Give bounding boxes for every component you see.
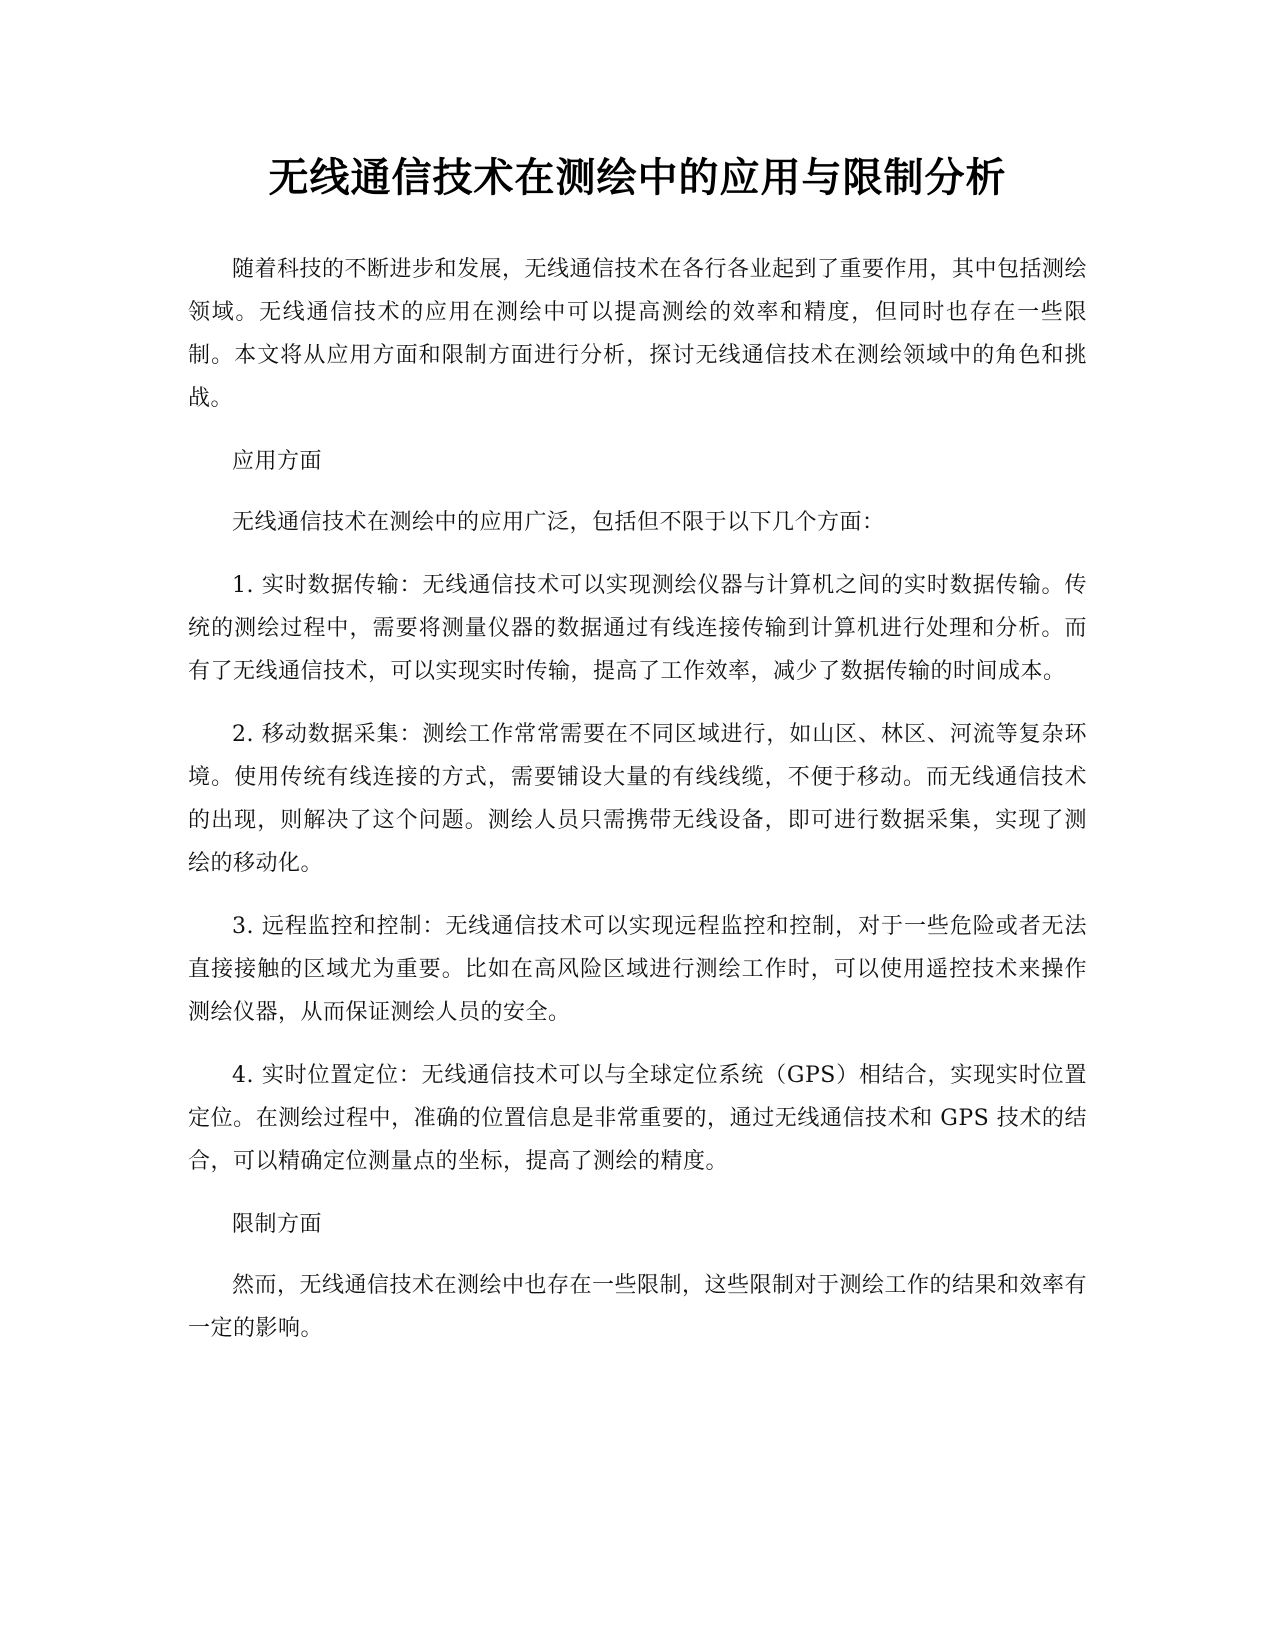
list-item-positioning: 4. 实时位置定位：无线通信技术可以与全球定位系统（GPS）相结合，实现实时位置定位。在测绘过程中，准确的位置信息是非常重要的，通过无线通信技术和 GPS 技术的结合，可以精确定位测量点的坐标，提高了测绘的精度。 (188, 1063, 1087, 1174)
section-heading-limitations: 限制方面 (232, 1212, 323, 1237)
list-item-realtime-transmission: 1. 实时数据传输：无线通信技术可以实现测绘仪器与计算机之间的实时数据传输。传统的测绘过程中，需要将测量仪器的数据通过有线连接传输到计算机进行处理和分析。而有了无线通信技术，可以实现实时传输，提高了工作效率，减少了数据传输的时间成本。 (188, 573, 1087, 684)
list-item-remote-control: 3. 远程监控和控制：无线通信技术可以实现远程监控和控制，对于一些危险或者无法直接接触的区域尤为重要。比如在高风险区域进行测绘工作时，可以使用遥控技术来操作测绘仪器，从而保证测绘人员的安全。 (188, 914, 1087, 1025)
document-title: 无线通信技术在测绘中的应用与限制分析 (268, 155, 1007, 201)
list-item-mobile-collection: 2. 移动数据采集：测绘工作常常需要在不同区域进行，如山区、林区、河流等复杂环境。使用传统有线连接的方式，需要铺设大量的有线线缆，不便于移动。而无线通信技术的出现，则解决了这个问题。测绘人员只需携带无线设备，即可进行数据采集，实现了测绘的移动化。 (188, 722, 1087, 876)
section-heading-application: 应用方面 (232, 449, 323, 474)
intro-paragraph: 随着科技的不断进步和发展，无线通信技术在各行各业起到了重要作用，其中包括测绘领域。无线通信技术的应用在测绘中可以提高测绘的效率和精度，但同时也存在一些限制。本文将从应用方面和限制方面进行分析，探讨无线通信技术在测绘领域中的角色和挑战。 (188, 257, 1088, 411)
limitations-intro-paragraph: 然而，无线通信技术在测绘中也存在一些限制，这些限制对于测绘工作的结果和效率有一定的影响。 (188, 1273, 1088, 1341)
application-intro-paragraph: 无线通信技术在测绘中的应用广泛，包括但不限于以下几个方面： (232, 510, 885, 535)
